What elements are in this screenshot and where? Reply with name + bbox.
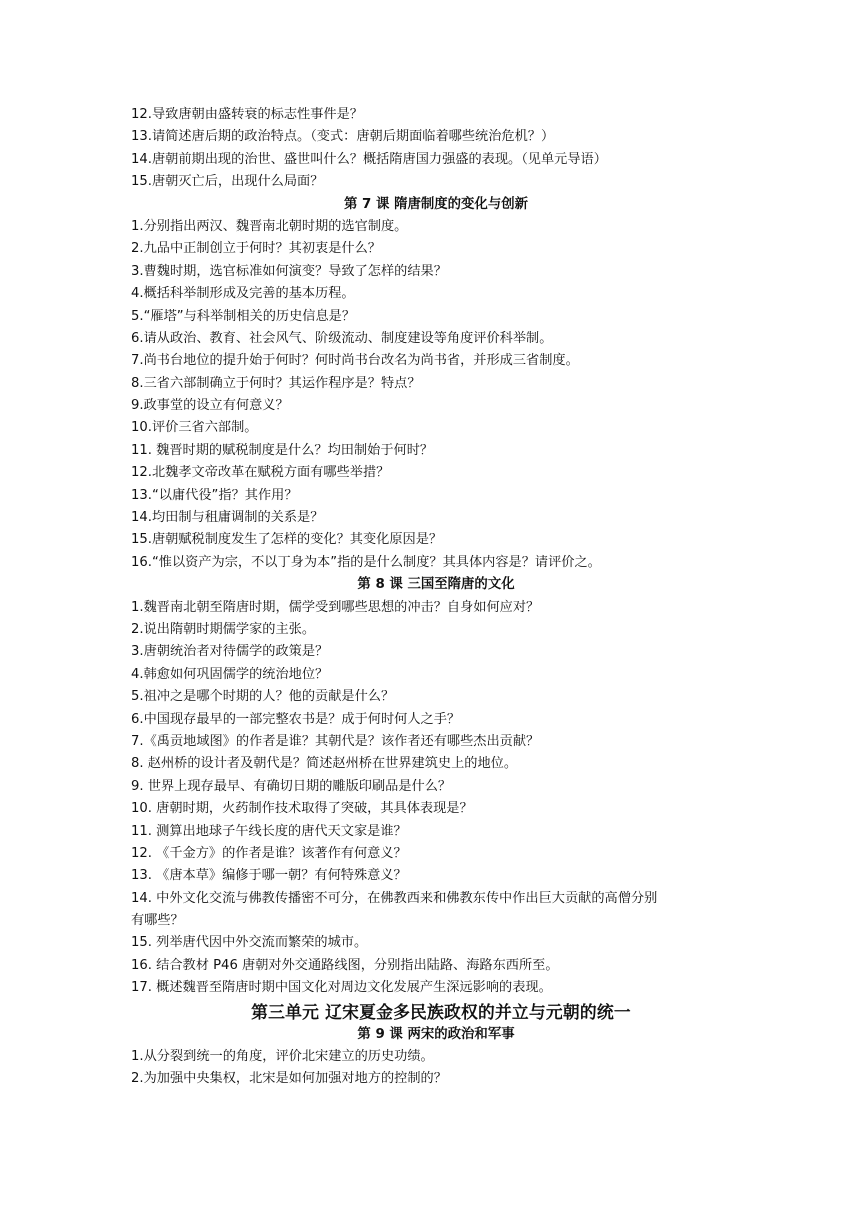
question-line: 2.为加强中央集权，北宋是如何加强对地方的控制的？ [131, 1071, 447, 1087]
question-line: 2.九品中正制创立于何时？其初衷是什么？ [131, 241, 381, 257]
question-line: 16. 结合教材 P46 唐朝对外交通路线图，分别指出陆路、海路东西所至。 [131, 957, 559, 973]
question-line: 3.曹魏时期，选官标准如何演变？导致了怎样的结果？ [131, 263, 447, 279]
question-line: 1.分别指出两汉、魏晋南北朝时期的选官制度。 [131, 218, 408, 234]
question-line: 16.“惟以资产为宗，不以丁身为本”指的是什么制度？其具体内容是？请评价之。 [131, 554, 601, 570]
question-line: 15.唐朝赋税制度发生了怎样的变化？其变化原因是？ [131, 532, 443, 548]
question-line: 17. 概述魏晋至隋唐时期中国文化对周边文化发展产生深远影响的表现。 [131, 980, 552, 996]
question-line: 1.魏晋南北朝至隋唐时期，儒学受到哪些思想的冲击？自身如何应对？ [131, 599, 540, 615]
question-line: 12.导致唐朝由盛转衰的标志性事件是？ [131, 107, 363, 122]
question-line: 14.均田制与租庸调制的关系是？ [131, 510, 324, 526]
question-line: 6.请从政治、教育、社会风气、阶级流动、制度建设等角度评价科举制。 [131, 330, 553, 346]
question-line: 12. 《千金方》的作者是谁？该著作有何意义？ [131, 845, 407, 861]
question-line: 4.概括科举制形成及完善的基本历程。 [131, 286, 355, 302]
question-line: 13.请简述唐后期的政治特点。（变式：唐朝后期面临着哪些统治危机？） [131, 129, 555, 145]
question-line: 12.北魏孝文帝改革在赋税方面有哪些举措？ [131, 465, 390, 481]
lesson-heading: 第 8 课 三国至隋唐的文化 [357, 577, 515, 593]
question-line: 15. 列举唐代因中外交流而繁荣的城市。 [131, 935, 368, 951]
question-line: 13. 《唐本草》编修于哪一朝？有何特殊意义？ [131, 868, 407, 884]
question-line: 有哪些？ [131, 913, 184, 929]
question-line: 8.三省六部制确立于何时？其运作程序是？特点？ [131, 375, 421, 391]
lesson-heading: 第 9 课 两宋的政治和军事 [357, 1026, 515, 1042]
question-line: 11. 魏晋时期的赋税制度是什么？均田制始于何时？ [131, 442, 434, 458]
question-line: 7.《禹贡地域图》的作者是谁？其朝代是？该作者还有哪些杰出贡献？ [131, 733, 540, 749]
question-line: 14. 中外文化交流与佛教传播密不可分，在佛教西来和佛教东传中作出巨大贡献的高僧分别 [131, 890, 658, 906]
question-line: 1.从分裂到统一的角度，评价北宋建立的历史功绩。 [131, 1049, 434, 1065]
question-line: 2.说出隋朝时期儒学家的主张。 [131, 621, 316, 637]
question-line: 13.“以庸代役”指？其作用？ [131, 487, 298, 503]
lesson-heading: 第 7 课 隋唐制度的变化与创新 [344, 196, 528, 212]
unit-heading: 第三单元 辽宋夏金多民族政权的并立与元朝的统一 [251, 1001, 631, 1022]
question-line: 6.中国现存最早的一部完整农书是？成于何时何人之手？ [131, 711, 461, 727]
question-line: 10. 唐朝时期，火药制作技术取得了突破，其具体表现是？ [131, 801, 473, 817]
question-line: 9. 世界上现存最早、有确切日期的雕版印刷品是什么？ [131, 778, 452, 794]
question-line: 7.尚书台地位的提升始于何时？何时尚书台改名为尚书省，并形成三省制度。 [131, 353, 579, 369]
question-line: 4.韩愈如何巩固儒学的统治地位？ [131, 666, 329, 682]
question-line: 3.唐朝统治者对待儒学的政策是？ [131, 644, 329, 660]
question-line: 5.祖冲之是哪个时期的人？他的贡献是什么？ [131, 689, 395, 705]
question-line: 9.政事堂的设立有何意义？ [131, 398, 289, 414]
question-line: 11. 测算出地球子午线长度的唐代天文家是谁？ [131, 823, 407, 839]
document-body [131, 104, 731, 1091]
question-line: 10.评价三省六部制。 [131, 420, 258, 436]
question-line: 5.“雁塔”与科举制相关的历史信息是？ [131, 308, 356, 324]
question-line: 14.唐朝前期出现的治世、盛世叫什么？概括隋唐国力强盛的表现。（见单元导语） [131, 151, 607, 167]
question-line: 8. 赵州桥的设计者及朝代是？简述赵州桥在世界建筑史上的地位。 [131, 756, 518, 772]
question-line: 15.唐朝灭亡后，出现什么局面？ [131, 174, 324, 190]
